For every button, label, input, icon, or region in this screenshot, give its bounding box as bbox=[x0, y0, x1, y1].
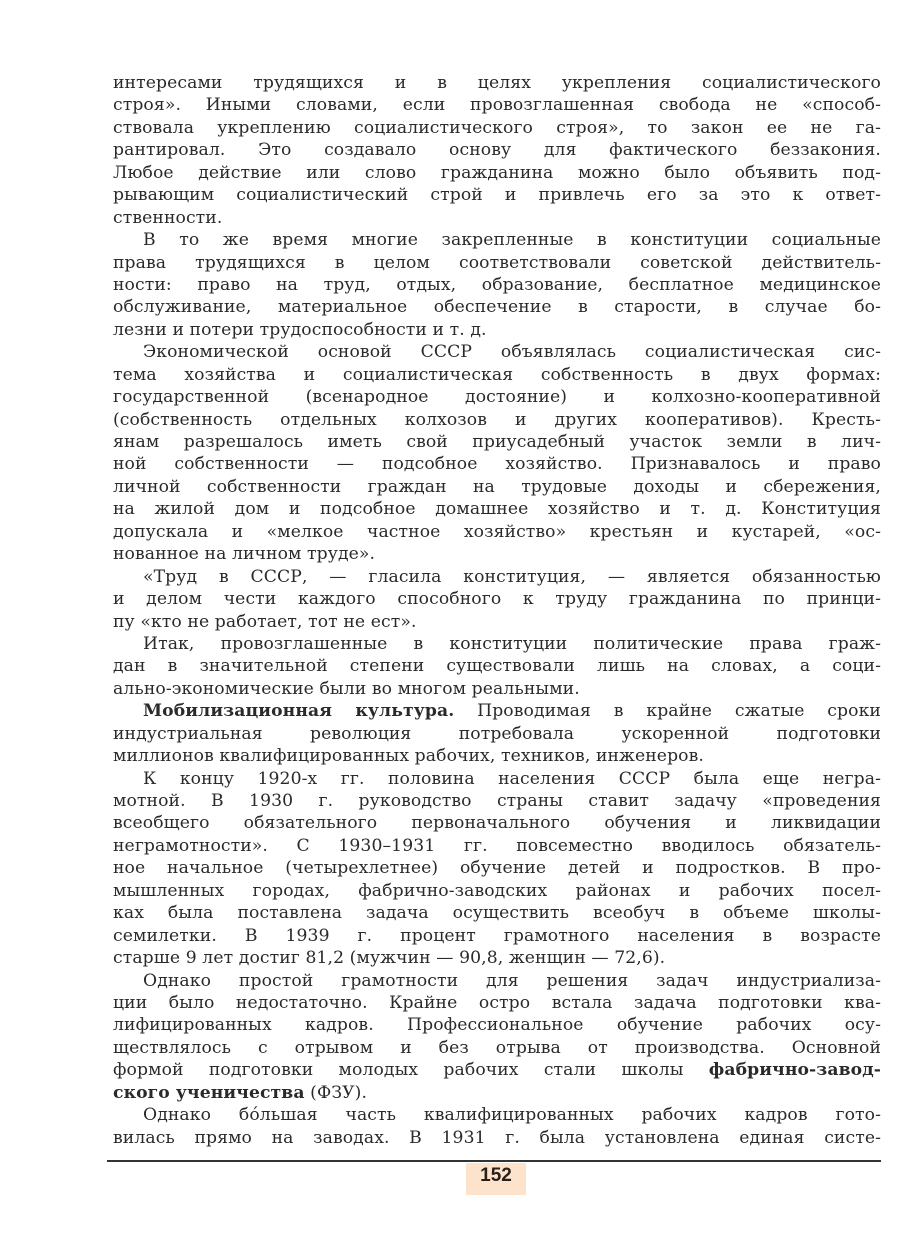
text-line: нованное на личном труде». bbox=[113, 544, 376, 565]
text-line: допускала и «мелкое частное хозяйство» крестьян и кустарей, «ос- bbox=[113, 521, 881, 542]
text-line: лифицированных кадров. Профессиональное обучение рабочих осу- bbox=[113, 1015, 881, 1036]
text-line: права трудящихся в целом соответствовали советской действитель- bbox=[113, 252, 881, 273]
paragraph bbox=[113, 229, 881, 341]
text-line: личной собственности граждан на трудовые доходы и сбережения, bbox=[113, 476, 881, 497]
text-line: рывающим социалистический строй и привлечь его за это к ответ- bbox=[113, 185, 881, 206]
text-line: рантировал. Это создавало основу для фактического беззакония. bbox=[113, 140, 881, 161]
paragraph bbox=[113, 700, 881, 767]
text-segment: формой подготовки молодых рабочих стали школы bbox=[113, 1060, 709, 1081]
paragraph bbox=[113, 633, 881, 700]
paragraph bbox=[113, 970, 881, 1105]
text-line: и делом чести каждого способного к труду гражданина по принци- bbox=[113, 589, 881, 610]
text-line: пу «кто не работает, тот не ест». bbox=[113, 611, 417, 632]
text-line: мотной. В 1930 г. руководство страны ставит задачу «проведения bbox=[113, 791, 881, 811]
text-line bbox=[113, 700, 881, 722]
text-line: индустриальная революция потребовала ускоренной подготовки bbox=[113, 723, 881, 744]
paragraph bbox=[113, 1104, 881, 1149]
bold-term: фабрично-завод- bbox=[708, 1060, 881, 1081]
text-line: мышленных городах, фабрично-заводских районах и рабочих посел- bbox=[113, 880, 881, 901]
text-line: ственности. bbox=[113, 207, 223, 228]
page-number: 152 bbox=[480, 1165, 512, 1186]
body-text bbox=[113, 72, 881, 1149]
text-line: на жилой дом и подсобное домашнее хозяйство и т. д. Конституция bbox=[113, 499, 881, 520]
text-line: лезни и потери трудоспособности и т. д. bbox=[113, 319, 487, 340]
text-line: ствовала укреплению социалистического строя», то закон ее не га- bbox=[113, 117, 881, 138]
text-line: миллионов квалифицированных рабочих, техников, инженеров. bbox=[113, 746, 704, 767]
text-line: неграмотности». С 1930–1931 гг. повсеместно вводилось обязатель- bbox=[113, 835, 881, 856]
paragraph bbox=[113, 566, 881, 633]
text-line: (собственность отдельных колхозов и других кооперативов). Кресть- bbox=[113, 409, 881, 430]
text-line: интересами трудящихся и в целях укрепления социалистического bbox=[113, 73, 881, 93]
text-line: обслуживание, материальное обеспечение в старости, в случае бо- bbox=[113, 297, 881, 318]
paragraph bbox=[113, 72, 881, 229]
text-line: дан в значительной степени существовали лишь на словах, а соци- bbox=[113, 656, 881, 677]
text-line: всеобщего обязательного первоначального обучения и ликвидации bbox=[113, 813, 881, 834]
text-line: Любое действие или слово гражданина можно было объявить под- bbox=[113, 162, 881, 183]
text-line: ности: право на труд, отдых, образование, бесплатное медицинское bbox=[113, 274, 881, 295]
text-line: государственной (всенародное достояние) и колхозно-кооперативной bbox=[113, 387, 881, 408]
text-line bbox=[113, 1082, 881, 1104]
text-line: К концу 1920-х гг. половина населения СССР была еще негра- bbox=[143, 768, 881, 789]
text-line: строя». Иными словами, если провозглашенная свобода не «способ- bbox=[113, 95, 881, 116]
text-line: «Труд в СССР, — гласила конституция, — является обязанностью bbox=[143, 566, 881, 587]
bold-term: Мобилизационная культура. bbox=[143, 701, 455, 722]
text-line: Однако бóльшая часть квалифицированных рабочих кадров гото- bbox=[143, 1105, 881, 1126]
text-line: ществлялось с отрывом и без отрыва от производства. Основной bbox=[113, 1037, 881, 1058]
bold-term: ского ученичества bbox=[113, 1082, 305, 1103]
text-line: старше 9 лет достиг 81,2 (мужчин — 90,8, женщин — 72,6). bbox=[113, 948, 666, 969]
text-line: янам разрешалось иметь свой приусадебный участок земли в лич- bbox=[113, 432, 881, 452]
text-line: тема хозяйства и социалистическая собственность в двух формах: bbox=[113, 364, 881, 385]
paragraph bbox=[113, 341, 881, 565]
text-line: Итак, провозглашенные в конституции политические права граж- bbox=[143, 633, 881, 654]
text-line: ально-экономические были во многом реальными. bbox=[113, 678, 580, 699]
text-line: семилетки. В 1939 г. процент грамотного населения в возрасте bbox=[113, 925, 881, 946]
text-segment: Проводимая в крайне сжатые сроки bbox=[454, 701, 881, 722]
text-segment: (ФЗУ). bbox=[304, 1082, 368, 1103]
text-line: Однако простой грамотности для решения задач индустриализа- bbox=[143, 970, 881, 991]
text-line bbox=[113, 1059, 881, 1081]
text-line: ках была поставлена задача осуществить всеобуч в объеме школы- bbox=[113, 903, 881, 924]
text-line: ции было недостаточно. Крайне остро встала задача подготовки ква- bbox=[113, 992, 881, 1013]
text-line: ное начальное (четырехлетнее) обучение детей и подростков. В про- bbox=[113, 858, 881, 879]
paragraph bbox=[113, 768, 881, 970]
text-line: ной собственности — подсобное хозяйство. Признавалось и право bbox=[113, 454, 881, 475]
text-line: Экономической основой СССР объявлялась социалистическая сис- bbox=[143, 342, 881, 363]
text-line: вилась прямо на заводах. В 1931 г. была установлена единая систе- bbox=[113, 1127, 881, 1148]
footer-rule bbox=[107, 1160, 881, 1162]
text-line: В то же время многие закрепленные в конституции социальные bbox=[143, 230, 881, 251]
